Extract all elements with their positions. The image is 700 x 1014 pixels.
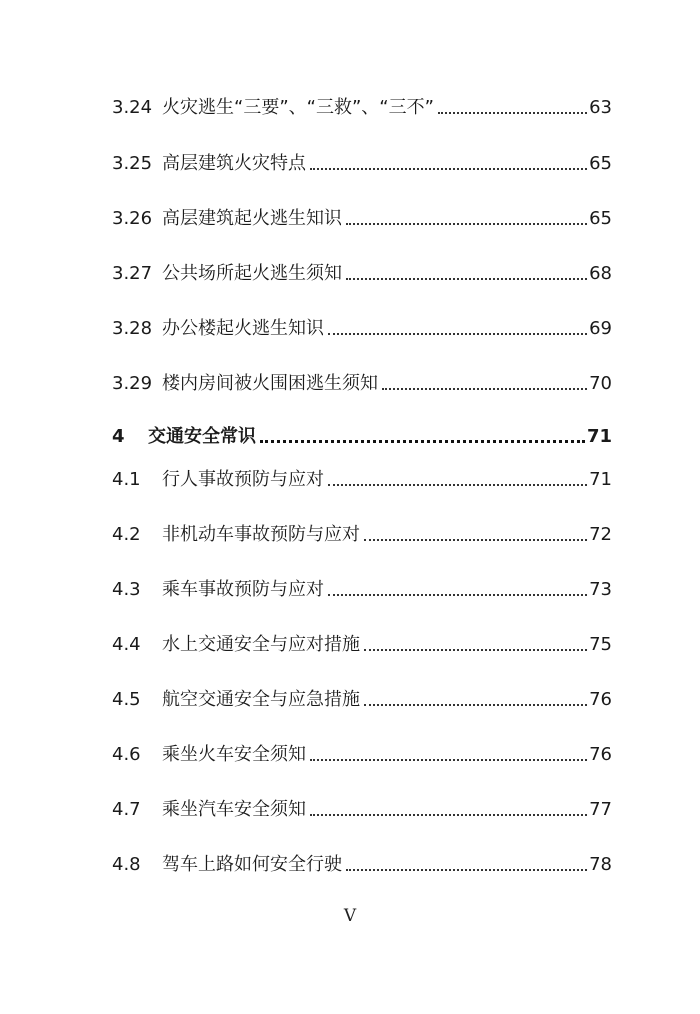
toc-entry-title: 公共场所起火逃生须知 — [162, 263, 342, 284]
toc-entry-title: 航空交通安全与应急措施 — [162, 689, 360, 710]
toc-entry-number: 3.26 — [112, 208, 153, 229]
toc-entry-title: 火灾逃生“三要”、“三救”、“三不” — [162, 97, 434, 118]
toc-entry-3-24[interactable] — [112, 94, 612, 122]
toc-chapter-4[interactable] — [112, 423, 612, 451]
toc-entry-page: 73 — [589, 579, 612, 600]
toc-dot-leader — [310, 168, 587, 170]
toc-dot-leader — [328, 484, 587, 486]
toc-entry-page: 65 — [589, 208, 612, 229]
toc-dot-leader — [260, 440, 585, 443]
toc-entry-4-7[interactable] — [112, 796, 612, 824]
toc-entry-page: 70 — [589, 373, 612, 394]
toc-entry-page: 68 — [589, 263, 612, 284]
toc-entry-number: 3.25 — [112, 153, 153, 174]
toc-entry-page: 72 — [589, 524, 612, 545]
toc-entry-4-6[interactable] — [112, 741, 612, 769]
toc-entry-title: 高层建筑火灾特点 — [162, 153, 306, 174]
toc-entry-page: 69 — [589, 318, 612, 339]
toc-entry-page: 75 — [589, 634, 612, 655]
toc-entry-title: 行人事故预防与应对 — [162, 469, 324, 490]
toc-entry-number: 3.29 — [112, 373, 153, 394]
toc-entry-3-25[interactable] — [112, 150, 612, 178]
toc-entry-number: 3.28 — [112, 318, 153, 339]
toc-entry-3-26[interactable] — [112, 205, 612, 233]
toc-entry-page: 76 — [589, 744, 612, 765]
toc-entry-number: 4.7 — [112, 799, 141, 820]
toc-entry-number: 4.3 — [112, 579, 141, 600]
toc-dot-leader — [346, 869, 587, 871]
toc-dot-leader — [310, 814, 587, 816]
toc-entry-page: 65 — [589, 153, 612, 174]
toc-entry-page: 71 — [589, 469, 612, 490]
toc-dot-leader — [328, 333, 587, 335]
toc-entry-4-8[interactable] — [112, 851, 612, 879]
toc-entry-page: 78 — [589, 854, 612, 875]
toc-entry-4-3[interactable] — [112, 576, 612, 604]
toc-entry-3-28[interactable] — [112, 315, 612, 343]
toc-entry-number: 3.27 — [112, 263, 153, 284]
toc-entry-title: 办公楼起火逃生知识 — [162, 318, 324, 339]
toc-entry-number: 4.4 — [112, 634, 141, 655]
toc-dot-leader — [364, 539, 587, 541]
toc-entry-3-29[interactable] — [112, 370, 612, 398]
toc-chapter-page: 71 — [586, 426, 612, 447]
toc-chapter-title: 交通安全常识 — [148, 426, 256, 447]
toc-entry-title: 楼内房间被火围困逃生须知 — [162, 373, 378, 394]
toc-dot-leader — [382, 388, 587, 390]
toc-entry-number: 4.8 — [112, 854, 141, 875]
toc-dot-leader — [310, 759, 587, 761]
toc-entry-title: 乘坐火车安全须知 — [162, 744, 306, 765]
toc-entry-title: 驾车上路如何安全行驶 — [162, 854, 342, 875]
toc-entry-3-27[interactable] — [112, 260, 612, 288]
toc-entry-4-4[interactable] — [112, 631, 612, 659]
toc-entry-title: 高层建筑起火逃生知识 — [162, 208, 342, 229]
toc-entry-title: 乘车事故预防与应对 — [162, 579, 324, 600]
toc-entry-number: 4.5 — [112, 689, 141, 710]
toc-entry-title: 非机动车事故预防与应对 — [162, 524, 360, 545]
page-number-footer: V — [343, 906, 357, 926]
toc-dot-leader — [364, 704, 587, 706]
toc-entry-page: 63 — [589, 97, 612, 118]
toc-entry-page: 77 — [589, 799, 612, 820]
toc-entry-number: 4.1 — [112, 469, 141, 490]
toc-entry-title: 水上交通安全与应对措施 — [162, 634, 360, 655]
toc-entry-page: 76 — [589, 689, 612, 710]
toc-entry-4-5[interactable] — [112, 686, 612, 714]
toc-entry-number: 3.24 — [112, 97, 153, 118]
toc-entry-4-1[interactable] — [112, 466, 612, 494]
toc-entry-title: 乘坐汽车安全须知 — [162, 799, 306, 820]
toc-entry-4-2[interactable] — [112, 521, 612, 549]
toc-chapter-number: 4 — [112, 426, 125, 447]
toc-dot-leader — [438, 112, 587, 114]
toc-dot-leader — [364, 649, 587, 651]
toc-dot-leader — [328, 594, 587, 596]
toc-dot-leader — [346, 223, 587, 225]
toc-entry-number: 4.6 — [112, 744, 141, 765]
toc-entry-number: 4.2 — [112, 524, 141, 545]
toc-dot-leader — [346, 278, 587, 280]
